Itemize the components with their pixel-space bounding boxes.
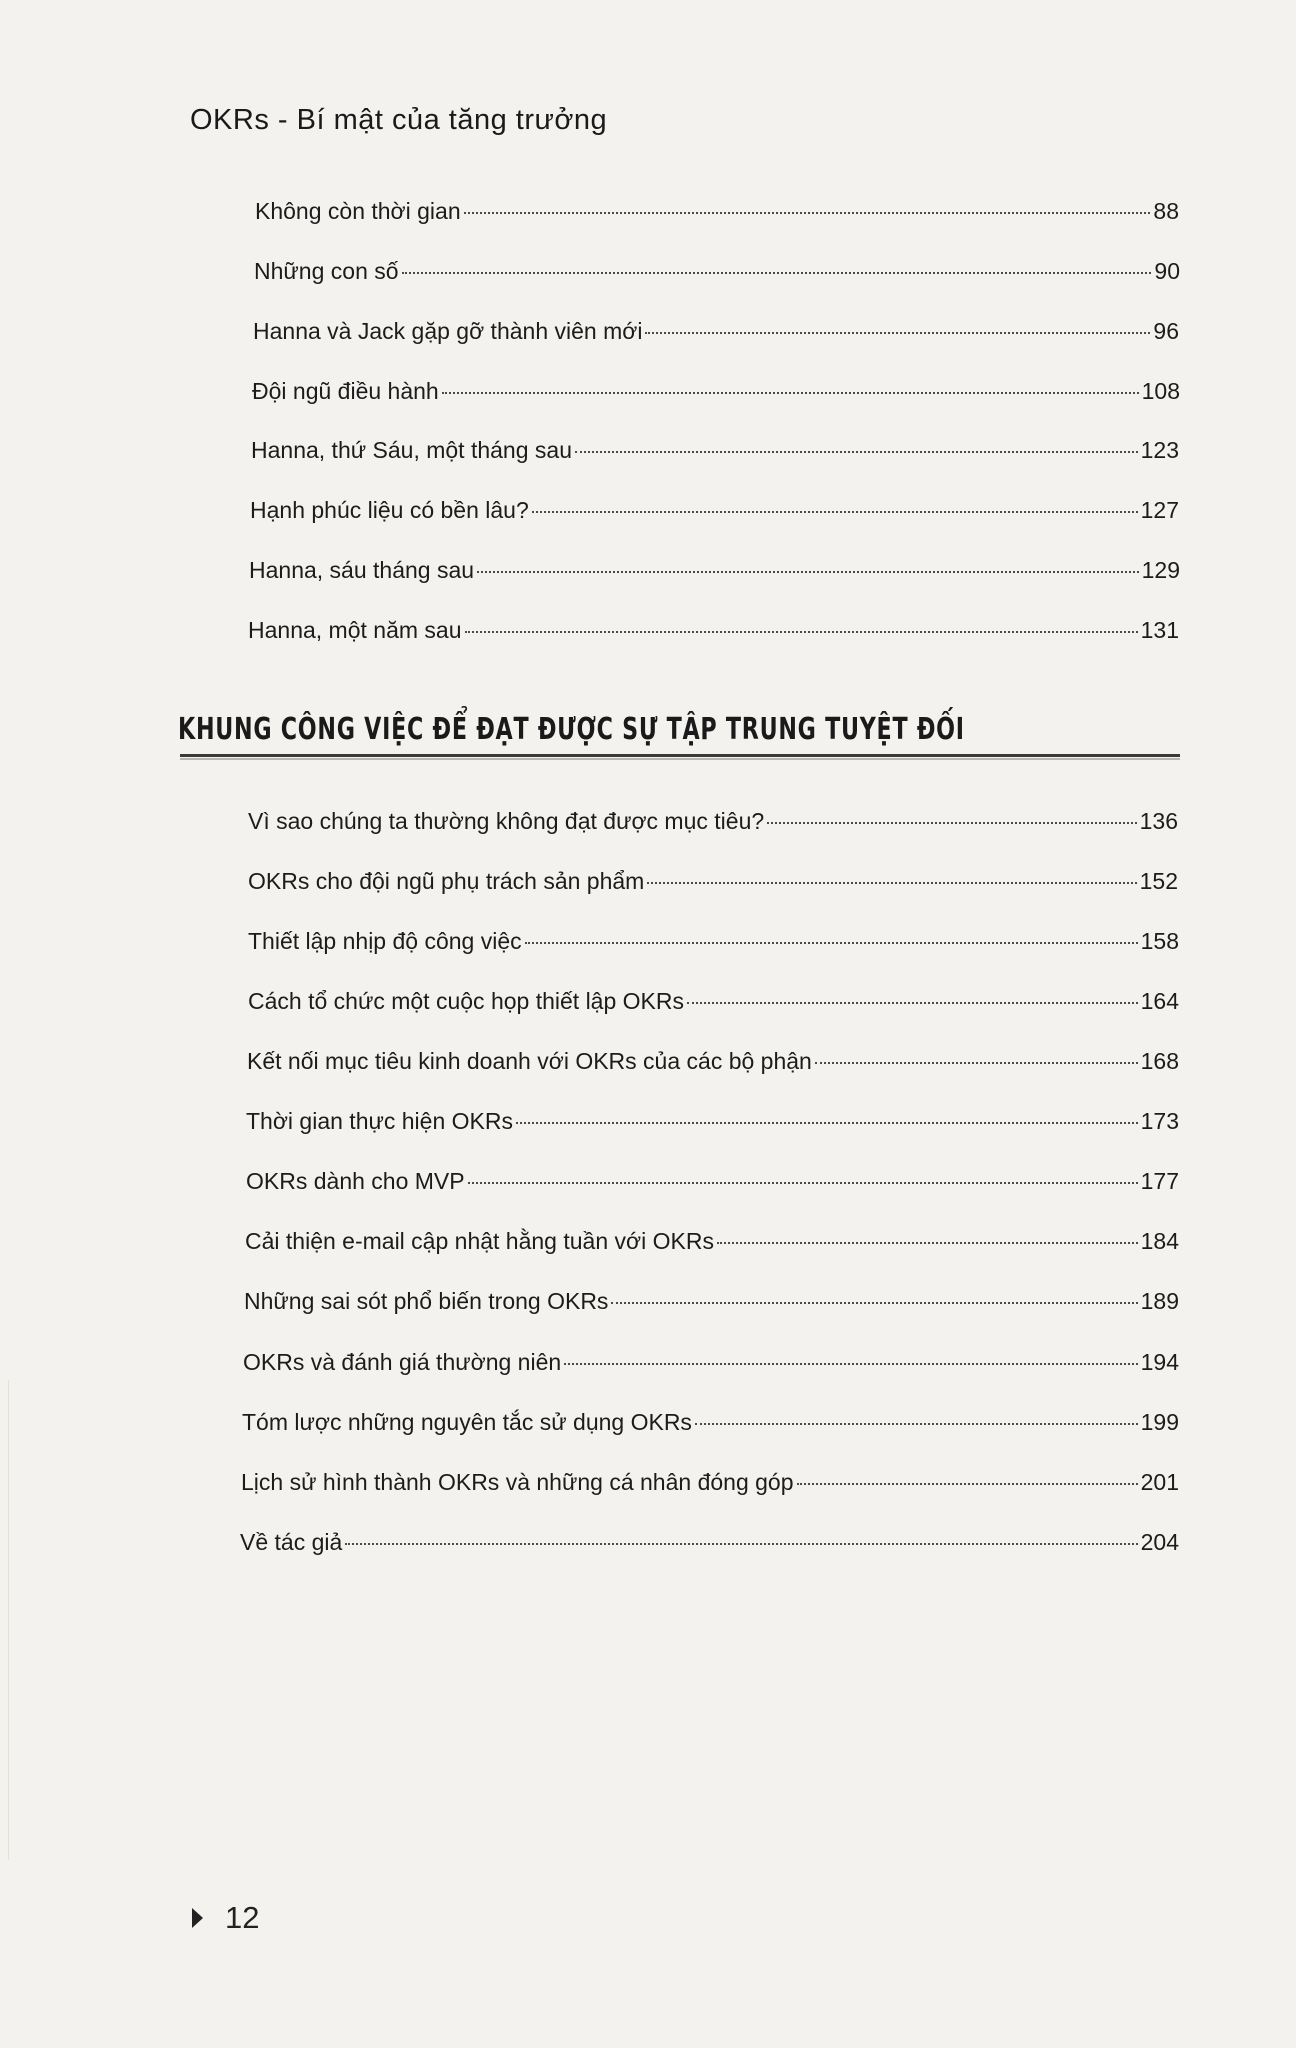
toc-entry-page: 164 bbox=[1140, 988, 1179, 1014]
toc-entry[interactable] bbox=[246, 1106, 1179, 1136]
toc-entry-page: 184 bbox=[1140, 1228, 1179, 1254]
toc-entry-title: Thời gian thực hiện OKRs bbox=[246, 1108, 513, 1134]
toc-entry-page: 129 bbox=[1141, 557, 1180, 583]
toc-entry-page: 201 bbox=[1140, 1469, 1179, 1495]
toc-entry-page: 204 bbox=[1140, 1529, 1179, 1555]
toc-entry[interactable] bbox=[250, 495, 1179, 525]
toc-entry-title: Cách tổ chức một cuộc họp thiết lập OKRs bbox=[248, 988, 684, 1014]
toc-entry[interactable] bbox=[248, 806, 1178, 836]
toc-entry[interactable] bbox=[244, 1286, 1179, 1316]
toc-entry-title: Lịch sử hình thành OKRs và những cá nhân đóng góp bbox=[241, 1469, 794, 1495]
toc-entry[interactable] bbox=[248, 986, 1179, 1016]
toc-dot-leader bbox=[477, 571, 1139, 573]
toc-entry-title: OKRs dành cho MVP bbox=[246, 1168, 465, 1194]
toc-entry[interactable] bbox=[243, 1347, 1179, 1377]
toc-entry-page: 136 bbox=[1139, 808, 1178, 834]
toc-entry-page: 131 bbox=[1140, 617, 1179, 643]
toc-dot-leader bbox=[468, 1182, 1138, 1184]
toc-entry-title: Hạnh phúc liệu có bền lâu? bbox=[250, 497, 529, 523]
toc-entry[interactable] bbox=[247, 1046, 1179, 1076]
toc-entry-title: Những con số bbox=[254, 258, 399, 284]
toc-dot-leader bbox=[575, 451, 1138, 453]
toc-entry[interactable] bbox=[254, 256, 1180, 286]
toc-entry-title: Hanna, một năm sau bbox=[248, 617, 462, 643]
toc-entry-page: 173 bbox=[1140, 1108, 1179, 1134]
toc-entry-page: 127 bbox=[1140, 497, 1179, 523]
toc-dot-leader bbox=[695, 1423, 1138, 1425]
toc-entry[interactable] bbox=[242, 1407, 1179, 1437]
toc-entry-page: 123 bbox=[1140, 437, 1179, 463]
toc-entry-title: Thiết lập nhịp độ công việc bbox=[248, 928, 522, 954]
toc-entry[interactable] bbox=[249, 555, 1180, 585]
toc-dot-leader bbox=[402, 272, 1152, 274]
toc-entry[interactable] bbox=[245, 1226, 1179, 1256]
toc-dot-leader bbox=[464, 212, 1151, 214]
toc-dot-leader bbox=[797, 1483, 1138, 1485]
toc-dot-leader bbox=[687, 1002, 1138, 1004]
toc-entry-title: OKRs và đánh giá thường niên bbox=[243, 1349, 562, 1375]
toc-entry-page: 194 bbox=[1140, 1349, 1179, 1375]
toc-entry-title: Vì sao chúng ta thường không đạt được mục tiêu? bbox=[248, 808, 765, 834]
toc-entry[interactable] bbox=[241, 1467, 1179, 1497]
toc-entry-page: 96 bbox=[1153, 318, 1179, 344]
toc-entry-title: Đội ngũ điều hành bbox=[252, 378, 439, 404]
toc-entry-page: 168 bbox=[1140, 1048, 1179, 1074]
toc-entry[interactable] bbox=[248, 866, 1178, 896]
toc-entry-page: 108 bbox=[1141, 378, 1180, 404]
toc-dot-leader bbox=[532, 511, 1138, 513]
toc-entry[interactable] bbox=[248, 926, 1179, 956]
toc-dot-leader bbox=[611, 1302, 1137, 1304]
toc-entry-page: 152 bbox=[1139, 868, 1178, 894]
toc-dot-leader bbox=[645, 332, 1150, 334]
toc-entry[interactable] bbox=[253, 316, 1179, 346]
section-divider bbox=[180, 754, 1180, 757]
toc-entry[interactable] bbox=[255, 196, 1179, 226]
section-divider-shadow bbox=[180, 758, 1180, 760]
page-number: 12 bbox=[225, 1900, 260, 1935]
triangle-right-icon bbox=[192, 1908, 203, 1928]
toc-entry-page: 90 bbox=[1154, 258, 1180, 284]
toc-entry-title: Hanna, sáu tháng sau bbox=[249, 557, 475, 583]
toc-entry[interactable] bbox=[252, 376, 1180, 406]
toc-dot-leader bbox=[564, 1363, 1137, 1365]
toc-entry-title: Cải thiện e-mail cập nhật hằng tuần với OKRs bbox=[245, 1228, 714, 1254]
toc-entry-title: Không còn thời gian bbox=[255, 198, 461, 224]
toc-entry-title: Kết nối mục tiêu kinh doanh với OKRs của các bộ phận bbox=[247, 1048, 812, 1074]
toc-entry[interactable] bbox=[251, 435, 1179, 465]
toc-dot-leader bbox=[442, 392, 1139, 394]
toc-dot-leader bbox=[516, 1122, 1138, 1124]
section-heading: KHUNG CÔNG VIỆC ĐỂ ĐẠT ĐƯỢC SỰ TẬP TRUNG TUYỆT ĐỐI bbox=[178, 712, 965, 747]
toc-entry-page: 158 bbox=[1140, 928, 1179, 954]
toc-entry[interactable] bbox=[248, 615, 1179, 645]
toc-dot-leader bbox=[815, 1062, 1138, 1064]
toc-dot-leader bbox=[647, 882, 1136, 884]
toc-entry-title: Hanna và Jack gặp gỡ thành viên mới bbox=[253, 318, 643, 344]
toc-dot-leader bbox=[345, 1543, 1137, 1545]
toc-dot-leader bbox=[767, 822, 1136, 824]
toc-entry[interactable] bbox=[246, 1166, 1179, 1196]
toc-dot-leader bbox=[717, 1242, 1138, 1244]
toc-entry-page: 189 bbox=[1140, 1288, 1179, 1314]
toc-entry-title: Hanna, thứ Sáu, một tháng sau bbox=[251, 437, 572, 463]
toc-dot-leader bbox=[525, 942, 1138, 944]
toc-entry-title: Về tác giả bbox=[240, 1529, 343, 1555]
page-footer bbox=[192, 1900, 259, 1936]
toc-entry-title: Những sai sót phổ biến trong OKRs bbox=[244, 1288, 609, 1314]
toc-dot-leader bbox=[465, 631, 1138, 633]
running-header: OKRs - Bí mật của tăng trưởng bbox=[190, 104, 608, 136]
toc-entry-page: 199 bbox=[1140, 1409, 1179, 1435]
toc-entry[interactable] bbox=[240, 1527, 1179, 1557]
toc-entry-page: 88 bbox=[1153, 198, 1179, 224]
toc-entry-title: Tóm lược những nguyên tắc sử dụng OKRs bbox=[242, 1409, 692, 1435]
toc-entry-title: OKRs cho đội ngũ phụ trách sản phẩm bbox=[248, 868, 645, 894]
toc-entry-page: 177 bbox=[1140, 1168, 1179, 1194]
